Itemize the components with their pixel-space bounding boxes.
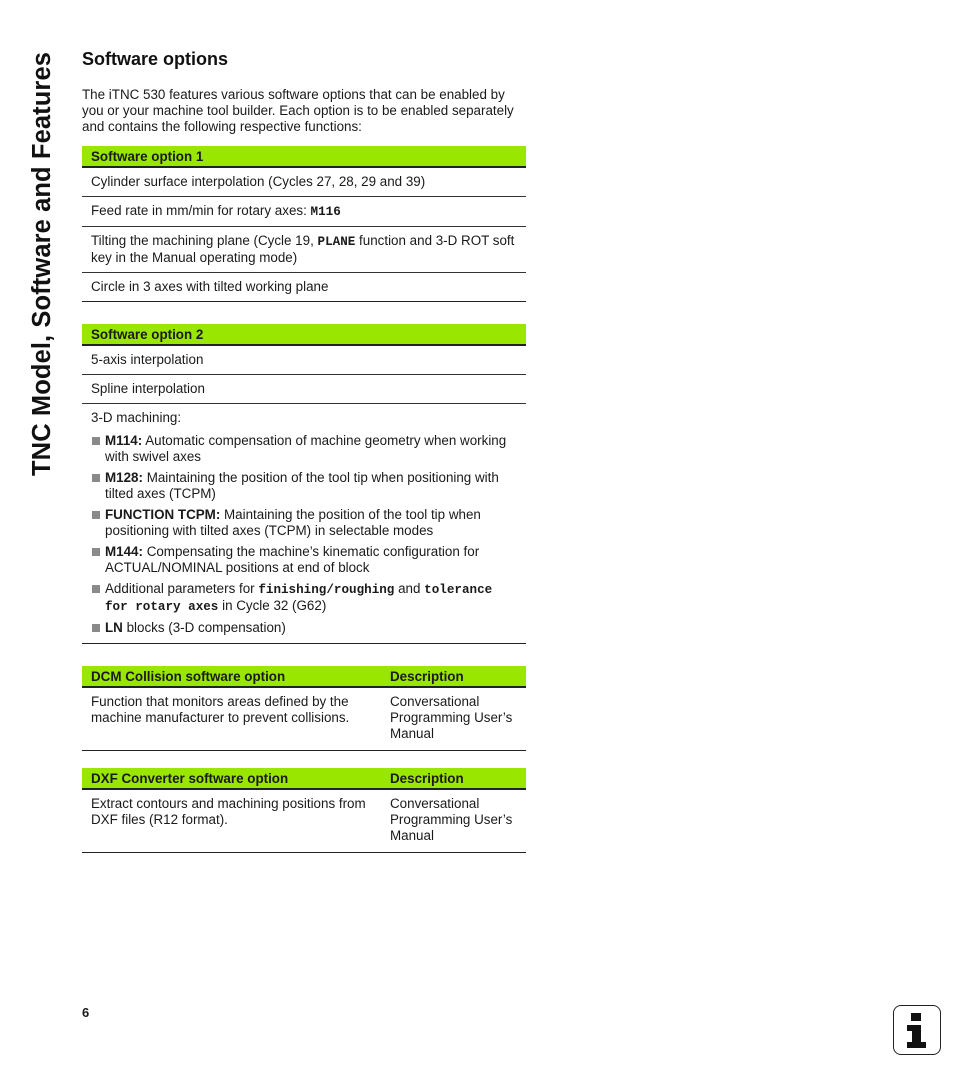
table-row: Spline interpolation [82, 375, 526, 404]
table-row: Circle in 3 axes with tilted working plane [82, 273, 526, 302]
list-item: LN blocks (3-D compensation) [91, 620, 517, 636]
software-option-1-table [82, 146, 526, 302]
row-description: Conversational Programming User’s Manual [390, 796, 513, 843]
header-col-description: Description [390, 669, 464, 684]
dcm-option-table [82, 666, 526, 751]
info-icon [893, 1005, 941, 1055]
software-option-2-table [82, 324, 526, 644]
page-title: Software options [82, 49, 229, 69]
table-row: Cylinder surface interpolation (Cycles 27, 28, 29 and 39) [82, 168, 526, 197]
side-chapter-title: TNC Model, Software and Features [28, 51, 56, 476]
list-item: M128: Maintaining the position of the tool tip when positioning with tilted axes (TCPM) [91, 470, 517, 502]
header-col-option: DCM Collision software option [91, 669, 286, 684]
code-text: PLANE [317, 235, 356, 249]
header-col-option: DXF Converter software option [91, 771, 289, 786]
dxf-option-table [82, 768, 526, 853]
machining-label: 3-D machining: [91, 410, 182, 425]
header-col-description: Description [390, 771, 464, 786]
list-item: Additional parameters for finishing/roughing and tolerance for rotary axes in Cycle 32 (G62) [91, 581, 517, 615]
row-text: Extract contours and machining positions from DXF files (R12 format). [91, 796, 366, 827]
table-header: Software option 1 [82, 146, 526, 168]
table-row [82, 404, 526, 644]
list-item: M144: Compensating the machine’s kinematic configuration for ACTUAL/NOMINAL positions at end of block [91, 544, 517, 576]
table-row: Feed rate in mm/min for rotary axes: M116 [82, 197, 526, 227]
bullet-list [91, 433, 517, 636]
table-row: 5-axis interpolation [82, 346, 526, 375]
page-number: 6 [82, 1005, 90, 1020]
table-row [82, 790, 526, 853]
code-text: M116 [310, 205, 341, 219]
row-text: Function that monitors areas defined by the machine manufacturer to prevent collisions. [91, 694, 350, 725]
table-row [82, 688, 526, 751]
table-row: Tilting the machining plane (Cycle 19, PLANE function and 3-D ROT soft key in the Manual operating mode) [82, 227, 526, 273]
list-item: M114: Automatic compensation of machine geometry when working with swivel axes [91, 433, 517, 465]
table-header [82, 666, 526, 688]
list-item: FUNCTION TCPM: Maintaining the position of the tool tip when positioning with tilted axes (TCPM) in selectable modes [91, 507, 517, 539]
table-header: Software option 2 [82, 324, 526, 346]
table-header [82, 768, 526, 790]
intro-paragraph: The iTNC 530 features various software options that can be enabled by you or your machine tool builder. Each option is to be enabled separately and contains the following respective functions: [82, 87, 514, 134]
row-description: Conversational Programming User’s Manual [390, 694, 513, 741]
